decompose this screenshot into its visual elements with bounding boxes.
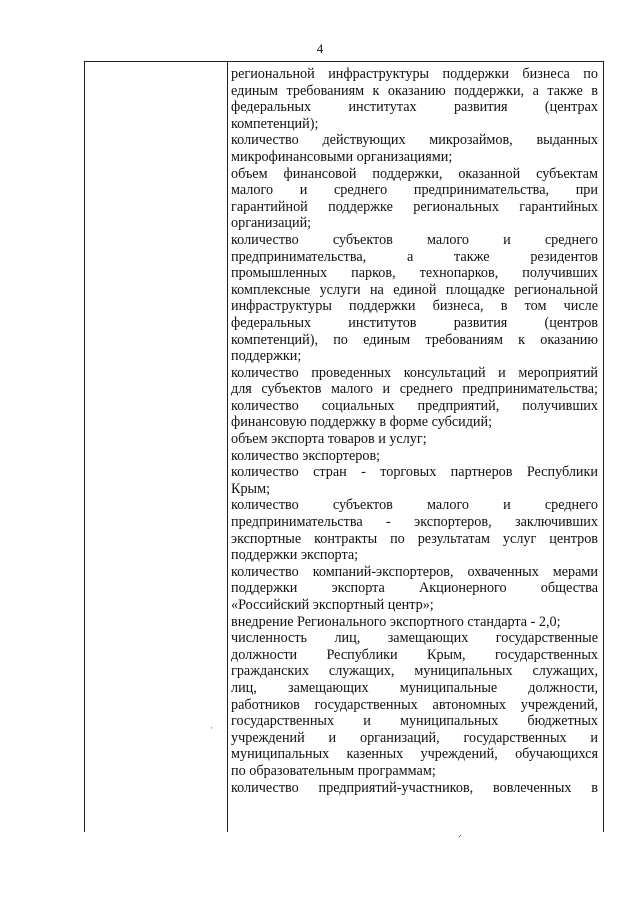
text-line: численность лиц, замещающих государственные (231, 630, 598, 647)
text-line: промышленных парков, технопарков, получивших (231, 265, 598, 282)
text-line: экспортные контракты по результатам услуг центров (231, 530, 598, 547)
text-line: гражданских служащих, муниципальных служащих, (231, 663, 598, 680)
text-line: компетенций); (231, 115, 319, 132)
text-line: государственных и муниципальных бюджетных (231, 713, 598, 730)
text-line: региональной инфраструктуры поддержки бизнеса по (231, 66, 598, 82)
text-line: объем экспорта товаров и услуг; (231, 431, 427, 448)
text-line: Крым; (231, 480, 271, 497)
text-line: работников государственных автономных учреждений, (231, 696, 598, 713)
text-line: предпринимательства, а также резидентов (231, 248, 598, 265)
scan-mark: ᐟ (458, 833, 462, 843)
text-line: организаций; (231, 215, 312, 232)
text-line: единым требованиям к оказанию поддержки, а также в (231, 82, 598, 99)
text-line: количество субъектов малого и среднего (231, 231, 598, 248)
text-line: комплексные услуги на единой площадке региональной (231, 281, 598, 298)
text-line: количество социальных предприятий, получивших (231, 397, 598, 414)
text-line: гарантийной поддержке региональных гарантийных (231, 198, 598, 215)
text-line: для субъектов малого и среднего предпринимательства; (231, 381, 598, 398)
text-line: количество экспортеров; (231, 447, 381, 464)
text-line: предпринимательства - экспортеров, заключивших (231, 514, 598, 531)
text-line: компетенций), по единым требованиям к оказанию (231, 331, 598, 348)
text-line: федеральных институтах развития (центрах (231, 99, 598, 116)
column-divider (227, 62, 228, 832)
text-line: поддержки; (231, 348, 302, 365)
text-line: количество компаний-экспортеров, охваченных мерами (231, 563, 598, 580)
text-line: поддержки экспорта Акционерного общества (231, 580, 598, 597)
indicators-text-cell (231, 66, 598, 796)
text-line: федеральных институтов развития (центров (231, 314, 598, 331)
text-line: должности Республики Крым, государственных (231, 646, 598, 663)
text-line: «Российский экспортный центр»; (231, 597, 434, 613)
text-line: по образовательным программам; (231, 762, 436, 779)
text-line: лиц, замещающих муниципальные должности, (231, 679, 598, 696)
text-line: количество стран - торговых партнеров Республики (231, 464, 598, 481)
indicators-table (84, 61, 604, 832)
left-column-cell (85, 62, 227, 832)
text-line: малого и среднего предпринимательства, при (231, 182, 598, 199)
text-line: количество проведенных консультаций и мероприятий (231, 364, 598, 381)
text-line: количество предприятий-участников, вовлеченных в (231, 779, 598, 796)
text-line: количество субъектов малого и среднего (231, 497, 598, 514)
text-line: поддержки экспорта; (231, 547, 359, 564)
text-line: учреждений и организаций, государственных и (231, 729, 598, 746)
text-line: микрофинансовыми организациями; (231, 148, 453, 165)
text-line: финансовую поддержку в форме субсидий; (231, 414, 493, 431)
text-line: количество действующих микрозаймов, выданных (231, 132, 598, 149)
text-line: муниципальных казенных учреждений, обучающихся (231, 746, 598, 763)
page-number: 4 (316, 41, 324, 56)
text-line: инфраструктуры поддержки бизнеса, в том числе (231, 298, 598, 315)
scan-mark: · (210, 723, 213, 733)
text-line: объем финансовой поддержки, оказанной субъектам (231, 165, 598, 182)
text-line: внедрение Регионального экспортного стандарта - 2,0; (231, 613, 561, 630)
